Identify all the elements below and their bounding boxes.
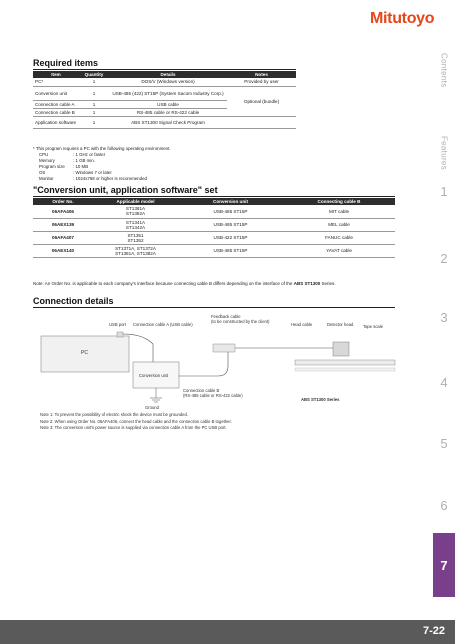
env-value: : 1024x768 or higher is recommended — [73, 176, 147, 181]
cell-order: 06AFA406 — [33, 205, 93, 218]
heading-rule — [33, 69, 296, 70]
tab-5[interactable]: 5 — [440, 435, 448, 451]
col-connecting-cable-b: Connecting cable B — [283, 198, 395, 205]
cell-order: 06AEX140 — [33, 244, 93, 257]
cell-item: Application software — [33, 116, 79, 128]
cell-details: ABS ST1300 Signal Check Program — [109, 116, 227, 128]
col-item: Item — [33, 71, 79, 78]
cell-model: ST1351 ST1352 — [93, 231, 178, 244]
cell-details: USB-485 (422) ST15P (System Sacom Industry Corp.) — [109, 86, 227, 100]
env-value: : 1 GB min. — [73, 158, 95, 163]
required-items-heading: Required items — [33, 58, 99, 68]
table-row — [33, 78, 296, 86]
label-tape-scale: Tape scale — [363, 324, 384, 329]
cell-qty: 1 — [79, 86, 109, 100]
env-value: : 1 GHz or faster — [73, 152, 106, 157]
table-row — [33, 231, 395, 244]
tape-scale-bar — [295, 368, 395, 371]
table-row — [33, 218, 395, 231]
label-series: ABS ST1300 Series — [301, 397, 340, 402]
label-detector-head: Detector head — [327, 322, 354, 327]
required-items-table — [33, 71, 296, 129]
env-key: Memory — [39, 158, 55, 163]
tab-6[interactable]: 6 — [440, 497, 448, 513]
cell-model: ST1371A, ST1372A ST1381A, ST1382A — [93, 244, 178, 257]
label-head-cable: Head cable — [291, 322, 313, 327]
notes-intro: * This program requires a PC with the following operating environment. — [33, 146, 171, 151]
cell-cable: FANUC cable — [283, 231, 395, 244]
col-quantity: Quantity — [79, 71, 109, 78]
tab-contents[interactable]: Contents — [439, 52, 449, 88]
cell-qty: 1 — [79, 116, 109, 128]
tape-scale-bar — [295, 360, 395, 365]
usb-port-icon — [117, 332, 123, 337]
tab-1[interactable]: 1 — [440, 183, 448, 199]
cell-details: DOS/V (Windows version) — [109, 78, 227, 86]
conversion-set-note — [33, 281, 335, 286]
cell-unit: USB-422 ST15P — [178, 231, 283, 244]
heading-rule — [33, 196, 395, 197]
cell-cable: MIT cable — [283, 205, 395, 218]
note-text: Note: An Order No. is applicable to each company's interface because connecting cable B differs depending on the interface of the — [33, 281, 294, 286]
detector-head — [333, 342, 349, 356]
cell-details: RS-485 cable or RS-422 cable — [109, 108, 227, 116]
cell-item: PC* — [33, 78, 79, 86]
cell-model: ST1381A ST1382A — [93, 205, 178, 218]
cell-cable: MEL cable — [283, 218, 395, 231]
label-cable-a: Connection cable A (USB cable) — [133, 322, 193, 327]
side-tab-strip — [433, 0, 455, 644]
label-ground: Ground — [145, 405, 159, 410]
col-applicable-model: Applicable model — [93, 198, 178, 205]
conversion-set-table — [33, 198, 395, 258]
cell-item: Connection cable A — [33, 100, 79, 108]
cell-unit: USB-485 ST15P — [178, 244, 283, 257]
page-number: 7-22 — [422, 625, 445, 637]
cell-cable: YAVAT cable — [283, 244, 395, 257]
col-conversion-unit: Conversion unit — [178, 198, 283, 205]
table-row — [33, 244, 395, 257]
label-feedback-cable: Feedback cable (to be constructed by the client) — [211, 314, 270, 324]
tab-7-active[interactable]: 7 — [433, 533, 455, 597]
conversion-set-heading: "Conversion unit, application software" set — [33, 185, 218, 195]
env-key: Monitor — [39, 176, 54, 181]
table-row — [33, 86, 296, 100]
cell-notes: Provided by user — [227, 78, 296, 86]
cell-notes — [227, 116, 296, 128]
cell-order: 06AEX139 — [33, 218, 93, 231]
connection-notes — [40, 412, 232, 432]
tab-4[interactable]: 4 — [440, 374, 448, 390]
footer-bar — [0, 620, 455, 644]
connection-details-heading: Connection details — [33, 296, 114, 306]
cell-unit: USB-485 ST15P — [178, 218, 283, 231]
label-conversion-unit: Conversion unit — [139, 373, 169, 378]
cell-item: Connection cable B — [33, 108, 79, 116]
env-key: CPU — [39, 152, 49, 157]
cell-qty: 1 — [79, 108, 109, 116]
heading-rule — [33, 307, 395, 308]
connection-diagram — [33, 314, 398, 414]
cell-unit: USB-485 ST15P — [178, 205, 283, 218]
col-notes: Notes — [227, 71, 296, 78]
label-pc: PC — [81, 350, 88, 356]
cell-order: 06AFA407 — [33, 231, 93, 244]
cell-details: USB cable — [109, 100, 227, 108]
env-value: : Windows 7 or later — [73, 170, 112, 175]
cell-notes-merged: Optional (bundle) — [227, 86, 296, 116]
tab-2[interactable]: 2 — [440, 250, 448, 266]
label-cable-b: Connection cable B (RS-485 cable or RS-422 cable) — [183, 388, 243, 398]
table-row — [33, 116, 296, 128]
requirements-notes — [33, 146, 171, 182]
cell-qty: 1 — [79, 100, 109, 108]
col-order-no: Order No. — [33, 198, 93, 205]
env-row — [33, 176, 171, 182]
cell-item: Conversion unit — [33, 86, 79, 100]
table-row — [33, 205, 395, 218]
note-line: Note 2: When using Order No. 06AFA406, connect the head cable and the connection cable B together. — [40, 418, 232, 424]
env-key: Program size — [39, 164, 65, 169]
note-bold: ABS ST1300 — [293, 281, 321, 286]
note-line: Note 3: The conversion unit's power source is supplied via connection cable A from the PC USB port. — [40, 425, 227, 430]
env-key: OS — [39, 170, 46, 175]
mitutoyo-logo: Mitutoyo — [370, 10, 435, 27]
cable-b-line — [179, 348, 228, 376]
cell-model: ST1341A ST1342A — [93, 218, 178, 231]
col-details: Details — [109, 71, 227, 78]
env-value: : 10 MB — [73, 164, 89, 169]
tab-features[interactable]: Features — [439, 136, 449, 170]
connection-diagram-svg — [33, 314, 398, 414]
feedback-connector — [213, 344, 235, 352]
tab-3[interactable]: 3 — [440, 309, 448, 325]
cell-qty: 1 — [79, 78, 109, 86]
note-line: Note 1: To prevent the possibility of electric shock the device must be grounded. — [40, 412, 188, 417]
label-usb-port: USB port — [109, 322, 126, 327]
note-text: Series. — [320, 281, 336, 286]
